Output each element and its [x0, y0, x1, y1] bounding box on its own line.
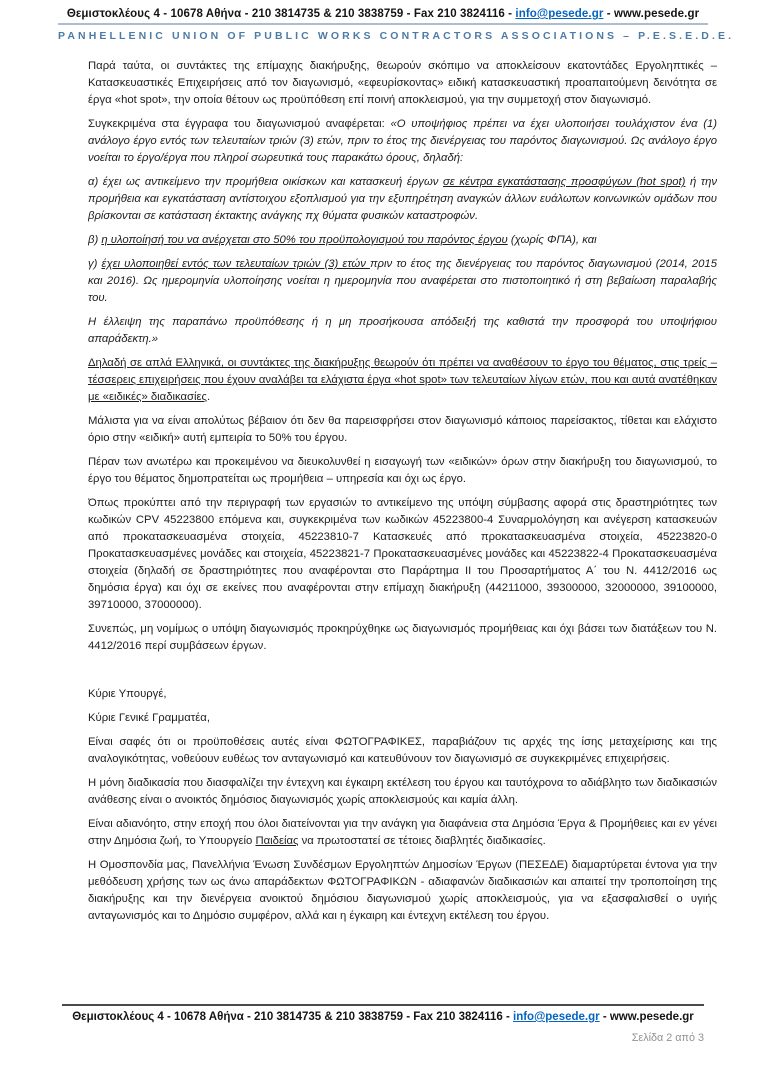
document-body: [88, 58, 717, 998]
text-segment: Παιδείας: [255, 835, 299, 847]
text-segment: πριν το έτος της διενέργειας του παρόντος διαγωνισμού (2014, 2015 και 2016). Ως ημερομηνία υλοποίησης νοείται η ημερομηνία που αναφέρεται στο πιστοποιητικό ή στη βεβαίωση παραλαβής του.: [88, 258, 717, 304]
text-segment: Δηλαδή σε απλά Ελληνικά, οι συντάκτες της διακήρυξης θεωρούν ότι πρέπει να αναθέσουν το έργο του θέματος, στις τρείς – τέσσερεις επιχειρήσεις που έχουν αναλάβει τα ελάχιστα έργα «hot spot» των τελευταίων λίγων ετών, που και αυτά ανατέθηκαν με «ειδικές» διαδικασίες: [88, 357, 717, 403]
paragraph: [88, 355, 717, 406]
text-segment: Παρά ταύτα, οι συντάκτες της επίμαχης διακήρυξης, θεωρούν σκόπιμο να αποκλείσουν εκατοντάδες Εργοληπτικές – Κατασκευαστικές Επιχειρήσεις από τον διαγωνισμό, «εφευρίσκοντας» ειδική κατασκευαστική προαπαιτούμενη δεινότητα σε έργα «hot spot», την οποία θέτουν ως προϋπόθεση επί ποινή αποκλεισμού, για την συμμετοχή στον διαγωνισμό.: [88, 60, 717, 106]
text-segment: Όπως προκύπτει από την περιγραφή των εργασιών το αντικείμενο της υπόψη σύμβασης αφορά στις δραστηριότητες των κωδικών CPV 45223800 επόμενα και, συγκεκριμένα των κωδικών 45223800-4 Συναρμολόγηση και ανέγερση κατασκευών από προκατασκευασμένα στοιχεία, 45223810-7 Κατασκευές από προκατασκευασμένα στοιχεία, 45223820-0 Προκατασκευασμένες μονάδες και στοιχεία, 45223821-7 Προκατασκευασμένες μονάδες και 45223822-4 Προκατασκευασμένα στοιχεία (δηλαδή σε δραστηριότητες που αναφέρονται στο Παράρτημα ΙΙ του Προσαρτήματος Α΄ του Ν. 4412/2016 ως δημόσια έργα) και όχι σε εκείνες που αναφέρονται στην επίμαχη διακήρυξη (44211000, 39300000, 32000000, 39100000, 39710000, 37000000).: [88, 497, 717, 611]
text-segment: (χωρίς ΦΠΑ), και: [507, 234, 597, 246]
text-segment: σε κέντρα εγκατάστασης προσφύγων (hot spot): [442, 176, 686, 188]
paragraph: [88, 495, 717, 614]
paragraph: [88, 710, 717, 727]
text-segment: έχει υλοποιηθεί εντός των τελευταίων τριών (3) ετών: [101, 258, 370, 270]
text-segment: Είναι αδιανόητο, στην εποχή που όλοι διατείνονται για την ανάγκη για διαφάνεια στα Δημόσια Έργα & Προμήθειες και εν γένει στην Δημόσια ζωή, το Υπουργείο: [88, 818, 717, 847]
paragraph: [88, 621, 717, 655]
footer-address: [62, 1011, 704, 1023]
text-segment: Η έλλειψη της παραπάνω προϋπόθεσης ή η μη προσήκουσα απόδειξή της καθιστά την προσφορά του υποψήφιου απαράδεκτη.»: [88, 316, 717, 345]
text-segment: β): [88, 234, 102, 246]
paragraph: [88, 454, 717, 488]
paragraph: [88, 734, 717, 768]
page-header: [58, 8, 735, 42]
header-divider: [58, 23, 708, 25]
text-segment: Κύριε Υπουργέ,: [88, 688, 167, 700]
header-address: [58, 8, 708, 20]
text-segment: Μάλιστα για να είναι απολύτως βέβαιον ότι δεν θα παρεισφρήσει στον διαγωνισμό κάποιος παρείσακτος, τίθεται και ελάχιστο όριο στην «ειδική» αυτή εμπειρία το 50% του έργου.: [88, 415, 717, 444]
email-link[interactable]: info@pesede.gr: [513, 1011, 600, 1023]
paragraph: [88, 775, 717, 809]
text-segment: ή την προμήθεια και εγκατάσταση αντίστοιχου εξοπλισμού για την εξυπηρέτηση αναγκών άλλων ευάλωτων κοινωνικών ομάδων που βρίσκονται σε κατάσταση έκτακτης ανάγκης πχ θύματα φυσικών καταστροφών.: [88, 176, 717, 222]
text-segment: - www.pesede.gr: [603, 8, 700, 20]
text-segment: .: [207, 391, 211, 403]
text-segment: «Ο υποψήφιος πρέπει να έχει υλοποιήσει τουλάχιστον ένα (1) ανάλογο έργο εντός των τελευταίων τριών (3) ετών, πριν το έτος της διενέργειας του παρόντος διαγωνισμού. Ως ανάλογο έργο νοείται το έργο/έργα που πληροί σωρευτικά τους παρακάτω όρους, δηλαδή:: [88, 118, 717, 164]
text-segment: Κύριε Γενικέ Γραμματέα,: [88, 712, 210, 724]
text-segment: - www.pesede.gr: [599, 1011, 694, 1023]
page-footer: [62, 1004, 704, 1080]
paragraph: [88, 116, 717, 167]
text-segment: Θεμιστοκλέους 4 - 10678 Αθήνα - 210 3814735 & 210 3838759 - Fax 210 3824116 -: [66, 8, 516, 20]
paragraph: [88, 857, 717, 925]
text-segment: Συνεπώς, μη νομίμως ο υπόψη διαγωνισμός προκηρύχθηκε ως διαγωνισμός προμήθειας και όχι βάσει των διατάξεων του Ν. 4412/2016 περί συμβάσεων έργων.: [88, 623, 717, 652]
text-segment: Θεμιστοκλέους 4 - 10678 Αθήνα - 210 3814735 & 210 3838759 - Fax 210 3824116 -: [72, 1011, 513, 1023]
paragraph: [88, 58, 717, 109]
paragraph: [88, 686, 717, 703]
page-number: Σελίδα 2 από 3: [631, 1032, 704, 1044]
email-link[interactable]: info@pesede.gr: [515, 8, 604, 20]
paragraph: [88, 413, 717, 447]
text-segment: η υλοποίησή του να ανέρχεται στο 50% του προϋπολογισμού του παρόντος έργου: [101, 234, 508, 246]
text-segment: να πρωτοστατεί σε τέτοιες διαβλητές διαδικασίες.: [298, 835, 546, 847]
paragraph: [88, 816, 717, 850]
paragraph: [88, 174, 717, 225]
text-segment: γ): [88, 258, 102, 270]
paragraph: [88, 256, 717, 307]
text-segment: Πέραν των ανωτέρω και προκειμένου να διευκολυνθεί η εισαγωγή των «ειδικών» όρων στην διακήρυξη του διαγωνισμού, το έργο του θέματος δημοπρατείται ως προμήθεια – υπηρεσία και όχι ως έργο.: [88, 456, 717, 485]
text-segment: Η Ομοσπονδία μας, Πανελλήνια Ένωση Συνδέσμων Εργοληπτών Δημοσίων Έργων (ΠΕΣΕΔΕ) διαμαρτύρεται έντονα για την μεθόδευση χρήσης των ως άνω απαράδεκτων ΦΩΤΟΓΡΑΦΙΚΩΝ - αδιαφανών διαδικασιών και απαιτεί την τροποποίηση της διακήρυξης και την διενέργεια ανοικτού δημόσιου διαγωνισμού χωρίς αποκλεισμούς, για να εξασφαλισθεί ο υγιής ανταγωνισμός και το Δημόσιο συμφέρον, αλλά και η έγκαιρη και έντεχνη εκτέλεση του έργου.: [88, 859, 717, 922]
text-segment: Είναι σαφές ότι οι προϋποθέσεις αυτές είναι ΦΩΤΟΓΡΑΦΙΚΕΣ, παραβιάζουν τις αρχές της ίσης μεταχείρισης και της αναλογικότητας, νοθεύουν ευθέως τον ανταγωνισμό και κατευθύνουν τον διαγωνισμό σε συγκεκριμένες επιχειρήσεις.: [88, 736, 717, 765]
text-segment: Συγκεκριμένα στα έγγραφα του διαγωνισμού αναφέρεται:: [88, 118, 391, 130]
paragraph: [88, 314, 717, 348]
organization-title: PANHELLENIC UNION OF PUBLIC WORKS CONTRACTORS ASSOCIATIONS – P.E.S.E.D.E.: [58, 30, 735, 42]
paragraph-spacer: [88, 662, 717, 686]
text-segment: α) έχει ως αντικείμενο την προμήθεια οικίσκων και κατασκευή έργων: [88, 176, 443, 188]
paragraph: [88, 232, 717, 249]
text-segment: Η μόνη διαδικασία που διασφαλίζει την έντεχνη και έγκαιρη εκτέλεση του έργου και ταυτόχρονα το αδιάβλητο των διαδικασιών ανάθεσης είναι ο ανοικτός δημόσιος διαγωνισμός χωρίς αποκλεισμούς και καμία άλλη.: [88, 777, 717, 806]
footer-divider: [62, 1004, 704, 1006]
